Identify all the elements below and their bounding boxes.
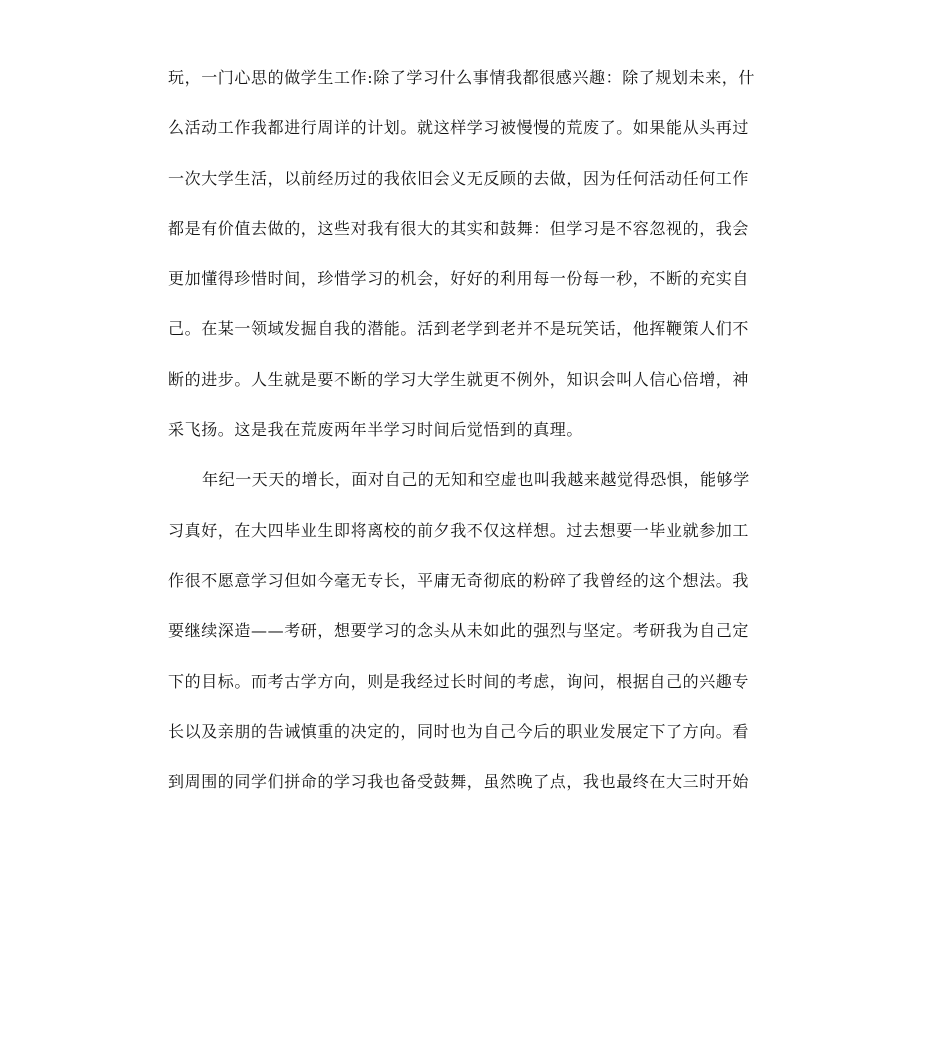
text-line: 作很不愿意学习但如今毫无专长，平庸无奇彻底的粉碎了我曾经的这个想法。我 [168,570,750,590]
text-line: 习真好，在大四毕业生即将离校的前夕我不仅这样想。过去想要一毕业就参加工 [168,520,750,540]
text-line: 己。在某一领域发掘自我的潜能。活到老学到老并不是玩笑话，他挥鞭策人们不 [168,319,750,339]
text-line: 玩，一门心思的做学生工作:除了学习什么事情我都很感兴趣：除了规划未来，什 [168,68,755,87]
text-line: 采飞扬。这是我在荒废两年半学习时间后觉悟到的真理。 [168,420,584,440]
text-line: 断的进步。人生就是要不断的学习大学生就更不例外，知识会叫人信心倍增，神 [168,369,750,389]
text-line: 下的目标。而考古学方向，则是我经过长时间的考虑，询问，根据自己的兴趣专 [168,671,750,691]
text-line: 年纪一天天的增长，面对自己的无知和空虚也叫我越来越觉得恐惧，能够学 [202,470,750,490]
text-line: 一次大学生活，以前经历过的我依旧会义无反顾的去做，因为任何活动任何工作 [168,168,750,188]
text-line: 到周围的同学们拼命的学习我也备受鼓舞，虽然晚了点，我也最终在大三时开始 [168,772,750,792]
text-line: 更加懂得珍惜时间，珍惜学习的机会，好好的利用每一份每一秒，不断的充实自 [168,269,750,289]
paragraph-1 [168,60,788,462]
text-line: 都是有价值去做的，这些对我有很大的其实和鼓舞：但学习是不容忽视的，我会 [168,218,750,238]
paragraph-2 [168,462,788,814]
text-line: 么活动工作我都进行周详的计划。就这样学习被慢慢的荒废了。如果能从头再过 [168,118,750,138]
text-line: 要继续深造——考研，想要学习的念头从未如此的强烈与坚定。考研我为自己定 [168,621,750,641]
document-body [168,60,788,814]
text-line: 长以及亲朋的告诫慎重的决定的，同时也为自己今后的职业发展定下了方向。看 [168,721,750,741]
